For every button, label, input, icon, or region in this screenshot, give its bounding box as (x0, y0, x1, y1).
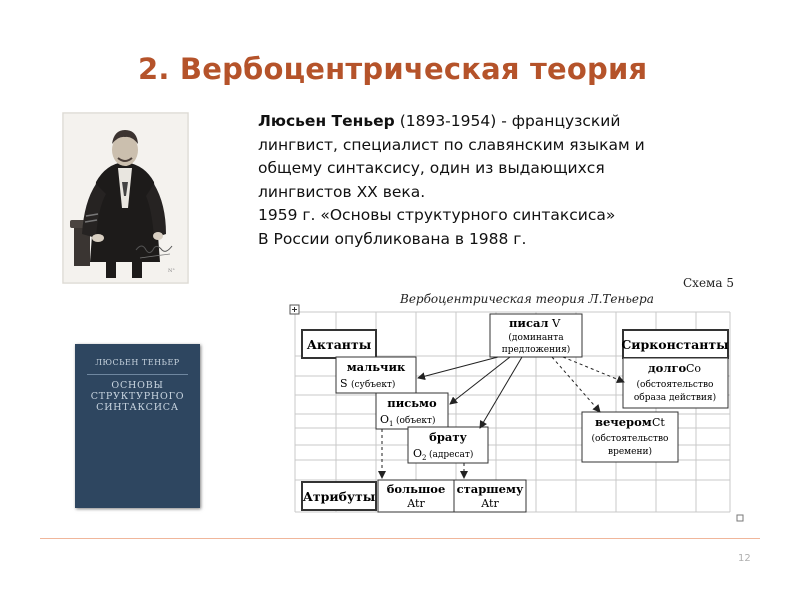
addressee-mark: O (413, 447, 423, 460)
subject-node (336, 357, 416, 393)
subject-mark: S (340, 377, 348, 390)
book-title (75, 380, 200, 413)
attributes-label: Атрибуты (302, 489, 376, 504)
slide-title: 2. Вербоцентрическая теория (138, 52, 648, 86)
book-divider (87, 374, 188, 375)
verb-word: писал (509, 316, 549, 330)
bio-line-5: 1959 г. «Основы структурного синтаксиса» (258, 206, 616, 224)
addressee-word: брату (429, 430, 467, 444)
attr1-word: большое (386, 482, 446, 496)
bio-line-6: В России опубликована в 1988 г. (258, 229, 527, 248)
attribute-node-2 (454, 480, 526, 512)
book-author: ЛЮСЬЕН ТЕНЬЕР (95, 358, 180, 367)
addressee-node (408, 427, 488, 463)
verb-node (490, 314, 582, 357)
bio-line-2: лингвист, специалист по славянским языкам и (258, 135, 645, 154)
person-name: Люсьен Теньер (258, 112, 395, 130)
attr2-mark: Atr (481, 497, 499, 510)
scheme-label: Схема 5 (683, 276, 734, 290)
manner-note-2: образа действия) (633, 393, 717, 403)
manner-mark: Co (686, 362, 702, 375)
diagram-caption: Вербоцентрическая теория Л.Теньера (400, 292, 654, 306)
page-number: 12 (738, 553, 751, 564)
subject-word: мальчик (346, 360, 406, 374)
time-note-2: времени) (608, 447, 652, 457)
attr2-word: старшему (456, 482, 524, 496)
plus-box-icon[interactable] (290, 305, 299, 314)
portrait-photo (62, 112, 189, 284)
bio-line-1 (258, 110, 698, 134)
time-note-1: (обстоятельство (591, 434, 669, 444)
verb-note-1: (доминанта (508, 333, 564, 343)
resize-handle[interactable] (737, 515, 743, 521)
subject-note: (субъект) (351, 380, 396, 390)
biography-text (258, 110, 698, 251)
book-title-line-3: СИНТАКСИСА (96, 402, 179, 413)
attribute-node-1 (378, 480, 454, 512)
time-word: вечером (595, 415, 652, 429)
valency-diagram (258, 270, 746, 530)
circumstants-label: Сирконстанты (621, 337, 729, 352)
addressee-note: (адресат) (429, 450, 474, 460)
object-word: письмо (387, 396, 437, 410)
manner-word: долго (648, 361, 687, 375)
object-node (376, 393, 448, 429)
object-mark: O (380, 413, 390, 426)
attr1-mark: Atr (407, 497, 425, 510)
addressee-sub: 2 (422, 454, 427, 462)
book-cover (75, 344, 200, 508)
object-sub: 1 (389, 420, 394, 428)
object-note: (объект) (396, 416, 436, 426)
bio-years: (1893-1954) - французский (394, 112, 621, 130)
actants-label: Актанты (306, 337, 372, 352)
manner-node (623, 358, 728, 408)
verb-note-2: предложения) (501, 345, 571, 355)
book-title-line-1: ОСНОВЫ (111, 380, 164, 391)
bio-line-4: лингвистов XX века. (258, 182, 426, 201)
manner-note-1: (обстоятельство (636, 380, 714, 390)
verb-mark: V (552, 316, 561, 330)
time-node (582, 412, 678, 462)
book-title-line-2: СТРУКТУРНОГО (90, 391, 185, 402)
svg-text:N°: N° (168, 268, 175, 274)
footer-divider (40, 538, 760, 539)
time-mark: Ct (652, 416, 665, 429)
bio-line-3: общему синтаксису, один из выдающихся (258, 159, 605, 177)
